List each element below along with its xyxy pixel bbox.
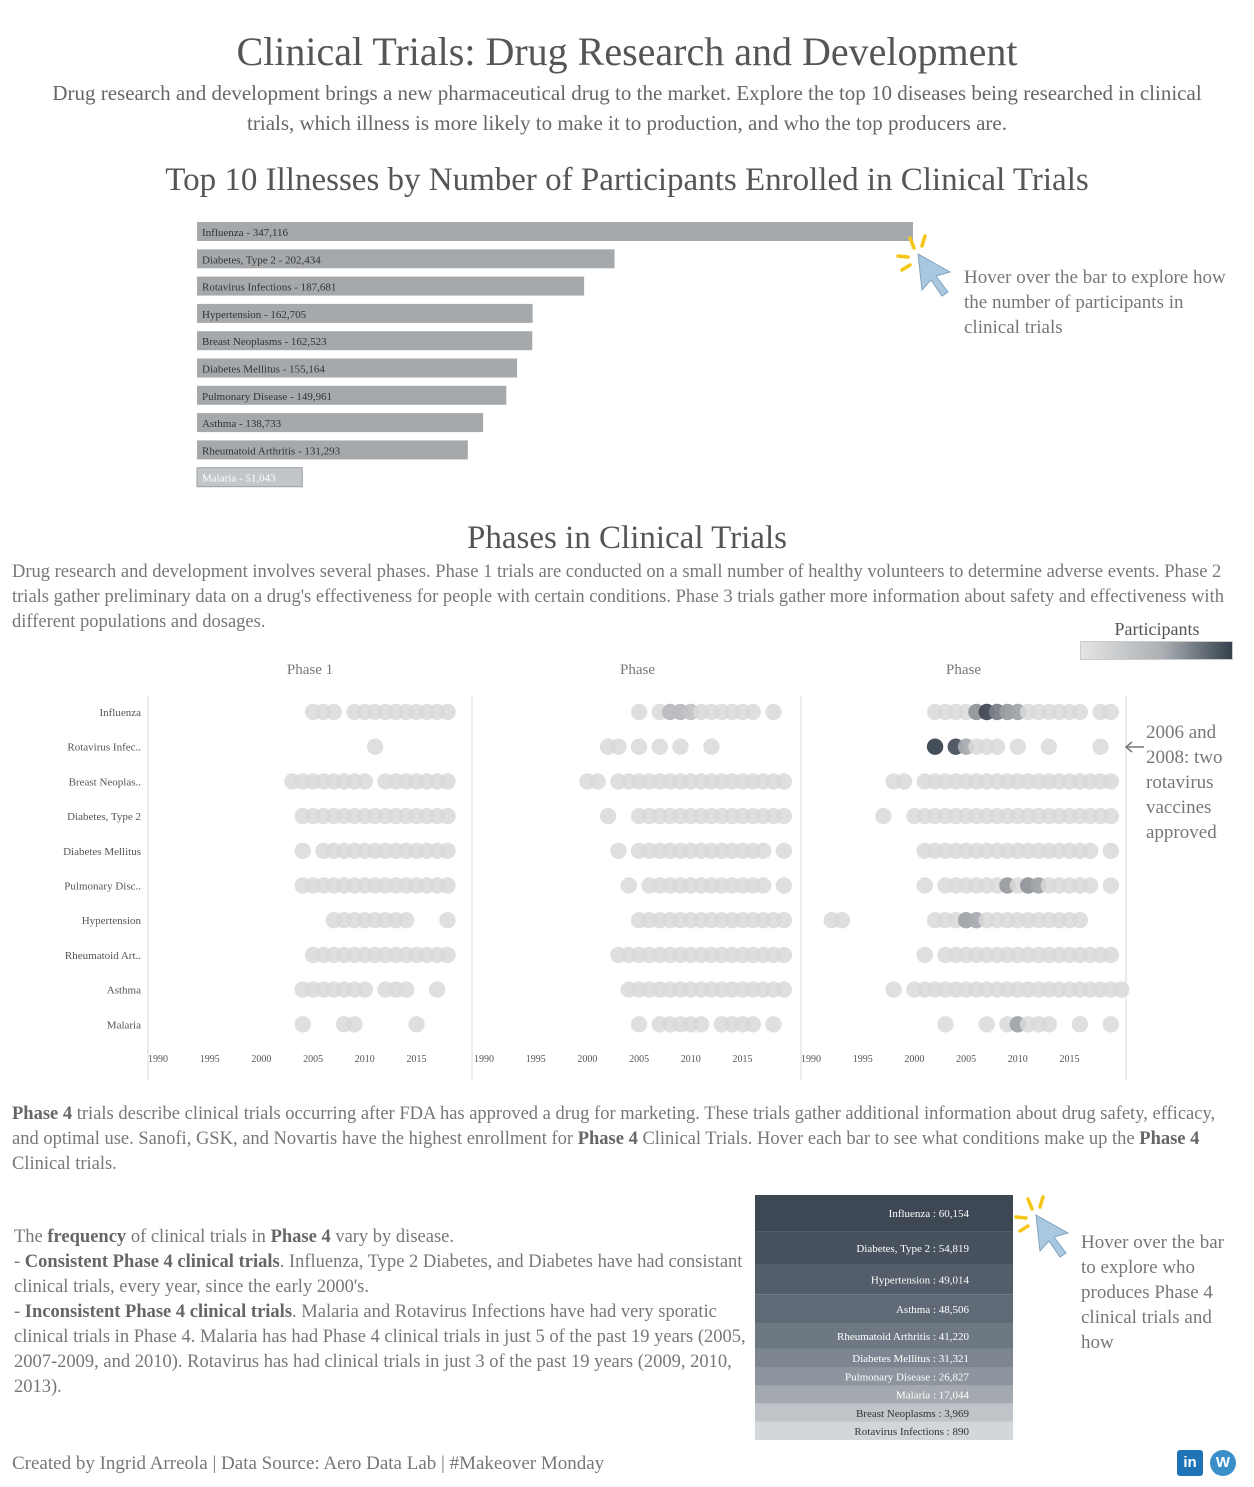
trial-dot[interactable]	[776, 877, 792, 893]
x-tick-label: 2015	[1059, 1054, 1080, 1065]
phase4-frequency-text: The frequency of clinical trials in Phase 4 vary by disease. - Consistent Phase 4 clinical trials. Influenza, Type 2 Diabetes, and Diabetes have had consistant clinical trials, every year, since the early 2000's. - Inconsistent Phase 4 clinical trials. Malaria and Rotavirus Infections have had very sporatic clinical trials in Phase 4. Malaria has had Phase 4 clinical trials in just 5 of the past 19 years (2005, 2007-2009, and 2010). Rotavirus has had clinical trials in just 3 of the past 19 years (2009, 2010, 2013).	[14, 1227, 746, 1397]
trial-dot[interactable]	[439, 773, 455, 789]
trial-dot[interactable]	[1103, 773, 1119, 789]
x-tick-label: 1995	[199, 1054, 220, 1065]
trial-dot[interactable]	[398, 912, 414, 928]
trial-dot[interactable]	[429, 981, 445, 997]
trial-dot[interactable]	[367, 739, 383, 755]
bar-label: Influenza - 347,116	[202, 227, 289, 239]
x-tick-label: 1995	[852, 1054, 873, 1065]
trial-dot[interactable]	[776, 912, 792, 928]
trial-dot[interactable]	[1072, 912, 1088, 928]
panel-header: Phase	[946, 662, 981, 678]
trial-dot[interactable]	[652, 739, 668, 755]
trial-dot[interactable]	[703, 739, 719, 755]
x-tick-label: 2010	[354, 1054, 375, 1065]
x-tick-label: 2000	[251, 1054, 272, 1065]
linkedin-icon[interactable]: in	[1177, 1450, 1203, 1476]
cursor-icon	[894, 232, 958, 298]
phase4-band-label: Diabetes, Type 2 : 54,819	[856, 1242, 969, 1255]
trial-dot[interactable]	[631, 739, 647, 755]
trial-dot[interactable]	[600, 808, 616, 824]
phase4-band-label: Rotavirus Infections : 890	[854, 1425, 969, 1438]
trial-dot[interactable]	[693, 1016, 709, 1032]
phase4-band-label: Malaria : 17,044	[895, 1389, 969, 1402]
arrow-left-icon	[1124, 740, 1146, 754]
phase4-band-label: Hypertension : 49,014	[870, 1274, 969, 1287]
trial-dot[interactable]	[439, 912, 455, 928]
panel-header: Phase	[620, 662, 655, 678]
trial-dot[interactable]	[295, 1016, 311, 1032]
phase4-bar-chart[interactable]	[755, 1195, 1013, 1440]
rotavirus-annotation: 2006 and 2008: two rotavirus vaccines approved	[1146, 722, 1223, 843]
trial-dot[interactable]	[1103, 704, 1119, 720]
trial-dot[interactable]	[631, 704, 647, 720]
bar-chart-title: Top 10 Illnesses by Number of Participants Enrolled in Clinical Trials	[165, 162, 1089, 198]
row-label: Rotavirus Infec..	[67, 741, 141, 754]
trial-dot[interactable]	[1103, 1016, 1119, 1032]
trial-dot[interactable]	[621, 877, 637, 893]
bar-label: Malaria - 51,043	[202, 472, 276, 485]
legend-title: Participants	[1114, 619, 1200, 639]
x-tick-label: 1990	[474, 1054, 494, 1065]
row-label: Pulmonary Disc..	[64, 880, 141, 893]
trial-dot[interactable]	[776, 947, 792, 963]
trial-dot[interactable]	[745, 1016, 761, 1032]
trial-dot[interactable]	[927, 739, 943, 755]
trial-dot[interactable]	[755, 877, 771, 893]
row-label: Hypertension	[81, 915, 141, 928]
trial-dot[interactable]	[886, 981, 902, 997]
phase4-band-label: Pulmonary Disease : 26,827	[844, 1371, 969, 1384]
trial-dot[interactable]	[776, 808, 792, 824]
phases-description: Drug research and development involves several phases. Phase 1 trials are conducted on a small number of healthy volunteers to determine adverse events. Phase 2 trials gather preliminary data on a drug's effectiveness for people with certain conditions. Phase 3 trials gather more information about safety and effectiveness with different populations and dosages.	[12, 562, 1224, 632]
trial-dot[interactable]	[917, 877, 933, 893]
trial-dot[interactable]	[439, 843, 455, 859]
phase4-description: Phase 4 trials describe clinical trials occurring after FDA has approved a drug for marketing. These trials gather additional information about drug safety, efficacy, and optimal use. Sanofi, GSK, and Novartis have the highest enrollment for Phase 4 Clinical Trials. Hover each bar to see what conditions make up the Phase 4 Clinical trials.	[12, 1104, 1216, 1174]
x-tick-label: 2005	[303, 1054, 324, 1065]
bar-label: Rotavirus Infections - 187,681	[202, 281, 337, 294]
x-tick-label: 2010	[1007, 1054, 1028, 1065]
bar-hover-hint: Hover over the bar to explore how the number of participants in clinical trials	[964, 267, 1226, 338]
x-tick-label: 1990	[148, 1054, 168, 1065]
phases-title: Phases in Clinical Trials	[467, 520, 787, 556]
trial-dot[interactable]	[745, 704, 761, 720]
trial-dot[interactable]	[1041, 1016, 1057, 1032]
trial-dot[interactable]	[1103, 947, 1119, 963]
bar-label: Rheumatoid Arthritis - 131,293	[202, 445, 341, 458]
row-label: Influenza	[99, 707, 141, 719]
footer-credit: Created by Ingrid Arreola | Data Source: Aero Data Lab | #Makeover Monday	[12, 1453, 605, 1474]
trial-dot[interactable]	[937, 1016, 953, 1032]
row-label: Diabetes Mellitus	[63, 845, 141, 858]
trial-dot[interactable]	[439, 808, 455, 824]
trial-dot[interactable]	[295, 843, 311, 859]
cursor-icon	[1012, 1193, 1076, 1259]
trial-dot[interactable]	[776, 981, 792, 997]
trial-dot[interactable]	[1072, 1016, 1088, 1032]
trial-dot[interactable]	[439, 704, 455, 720]
bar-label: Breast Neoplasms - 162,523	[202, 336, 327, 349]
bar-influenza[interactable]	[197, 222, 913, 241]
phase4-band[interactable]	[755, 1195, 1013, 1231]
trial-dot[interactable]	[1103, 843, 1119, 859]
trial-dot[interactable]	[439, 877, 455, 893]
phase4-band[interactable]	[755, 1294, 1013, 1323]
x-tick-label: 2005	[629, 1054, 650, 1065]
bar-label: Pulmonary Disease - 149,961	[202, 390, 333, 403]
trial-dot[interactable]	[610, 843, 626, 859]
trial-dot[interactable]	[1082, 843, 1098, 859]
phase4-band-label: Influenza : 60,154	[888, 1208, 969, 1221]
trial-dot[interactable]	[1103, 877, 1119, 893]
panel-header: Phase 1	[286, 662, 334, 678]
page-title: Clinical Trials: Drug Research and Development	[236, 29, 1018, 74]
wordpress-icon[interactable]: W	[1210, 1450, 1236, 1476]
trial-dot[interactable]	[776, 843, 792, 859]
trial-dot[interactable]	[776, 773, 792, 789]
trial-dot[interactable]	[765, 1016, 781, 1032]
trial-dot[interactable]	[875, 808, 891, 824]
row-label: Asthma	[106, 984, 141, 997]
phase4-band-label: Rheumatoid Arthritis : 41,220	[837, 1331, 969, 1344]
participants-bar-chart[interactable]	[0, 215, 960, 495]
row-label: Rheumatoid Art..	[64, 949, 141, 962]
trial-dot[interactable]	[590, 773, 606, 789]
bar-label: Diabetes Mellitus - 155,164	[202, 363, 325, 376]
trial-dot[interactable]	[326, 704, 342, 720]
x-tick-label: 2000	[577, 1054, 598, 1065]
trial-dot[interactable]	[765, 704, 781, 720]
phase4-band-label: Diabetes Mellitus : 31,321	[852, 1352, 969, 1365]
x-tick-label: 2015	[406, 1054, 427, 1065]
trial-dot[interactable]	[1082, 877, 1098, 893]
trial-dot[interactable]	[672, 739, 688, 755]
trial-dot[interactable]	[834, 912, 850, 928]
trial-dot[interactable]	[357, 773, 373, 789]
bar-label: Diabetes, Type 2 - 202,434	[202, 254, 321, 267]
phase4-band-label: Asthma : 48,506	[895, 1303, 969, 1316]
trial-dot[interactable]	[1041, 739, 1057, 755]
x-tick-label: 1995	[525, 1054, 546, 1065]
trial-dot[interactable]	[1010, 739, 1026, 755]
bar-label: Asthma - 138,733	[202, 418, 282, 431]
trial-dot[interactable]	[408, 1016, 424, 1032]
trial-dot[interactable]	[917, 947, 933, 963]
row-label: Breast Neoplas..	[68, 776, 141, 789]
trial-dot[interactable]	[979, 1016, 995, 1032]
trial-dot[interactable]	[896, 773, 912, 789]
trial-dot[interactable]	[1092, 739, 1108, 755]
bar-label: Hypertension - 162,705	[202, 308, 307, 321]
phases-dot-chart[interactable]	[0, 650, 1140, 1080]
row-label: Diabetes, Type 2	[67, 811, 141, 824]
trial-dot[interactable]	[1113, 981, 1129, 997]
phase4-band-label: Breast Neoplasms : 3,969	[855, 1407, 969, 1420]
row-label: Malaria	[106, 1019, 141, 1032]
x-tick-label: 2015	[732, 1054, 753, 1065]
trial-dot[interactable]	[755, 843, 771, 859]
trial-dot[interactable]	[989, 739, 1005, 755]
trial-dot[interactable]	[357, 981, 373, 997]
x-tick-label: 2005	[956, 1054, 977, 1065]
trial-dot[interactable]	[398, 981, 414, 997]
phase4-band[interactable]	[755, 1386, 1013, 1404]
x-tick-label: 2000	[904, 1054, 925, 1065]
trial-dot[interactable]	[346, 1016, 362, 1032]
page-subtitle: Drug research and development brings a new pharmaceutical drug to the market. Explore the top 10 diseases being researched in clinical trials, which illness is more likely to make it to production, and who the top producers are.	[52, 81, 1202, 135]
trial-dot[interactable]	[1103, 808, 1119, 824]
trial-dot[interactable]	[631, 1016, 647, 1032]
trial-dot[interactable]	[439, 947, 455, 963]
trial-dot[interactable]	[610, 739, 626, 755]
x-tick-label: 2010	[680, 1054, 701, 1065]
x-tick-label: 1990	[801, 1054, 821, 1065]
trial-dot[interactable]	[1072, 704, 1088, 720]
phase4-hover-hint: Hover over the bar to explore who produces Phase 4 clinical trials and how	[1081, 1232, 1224, 1353]
